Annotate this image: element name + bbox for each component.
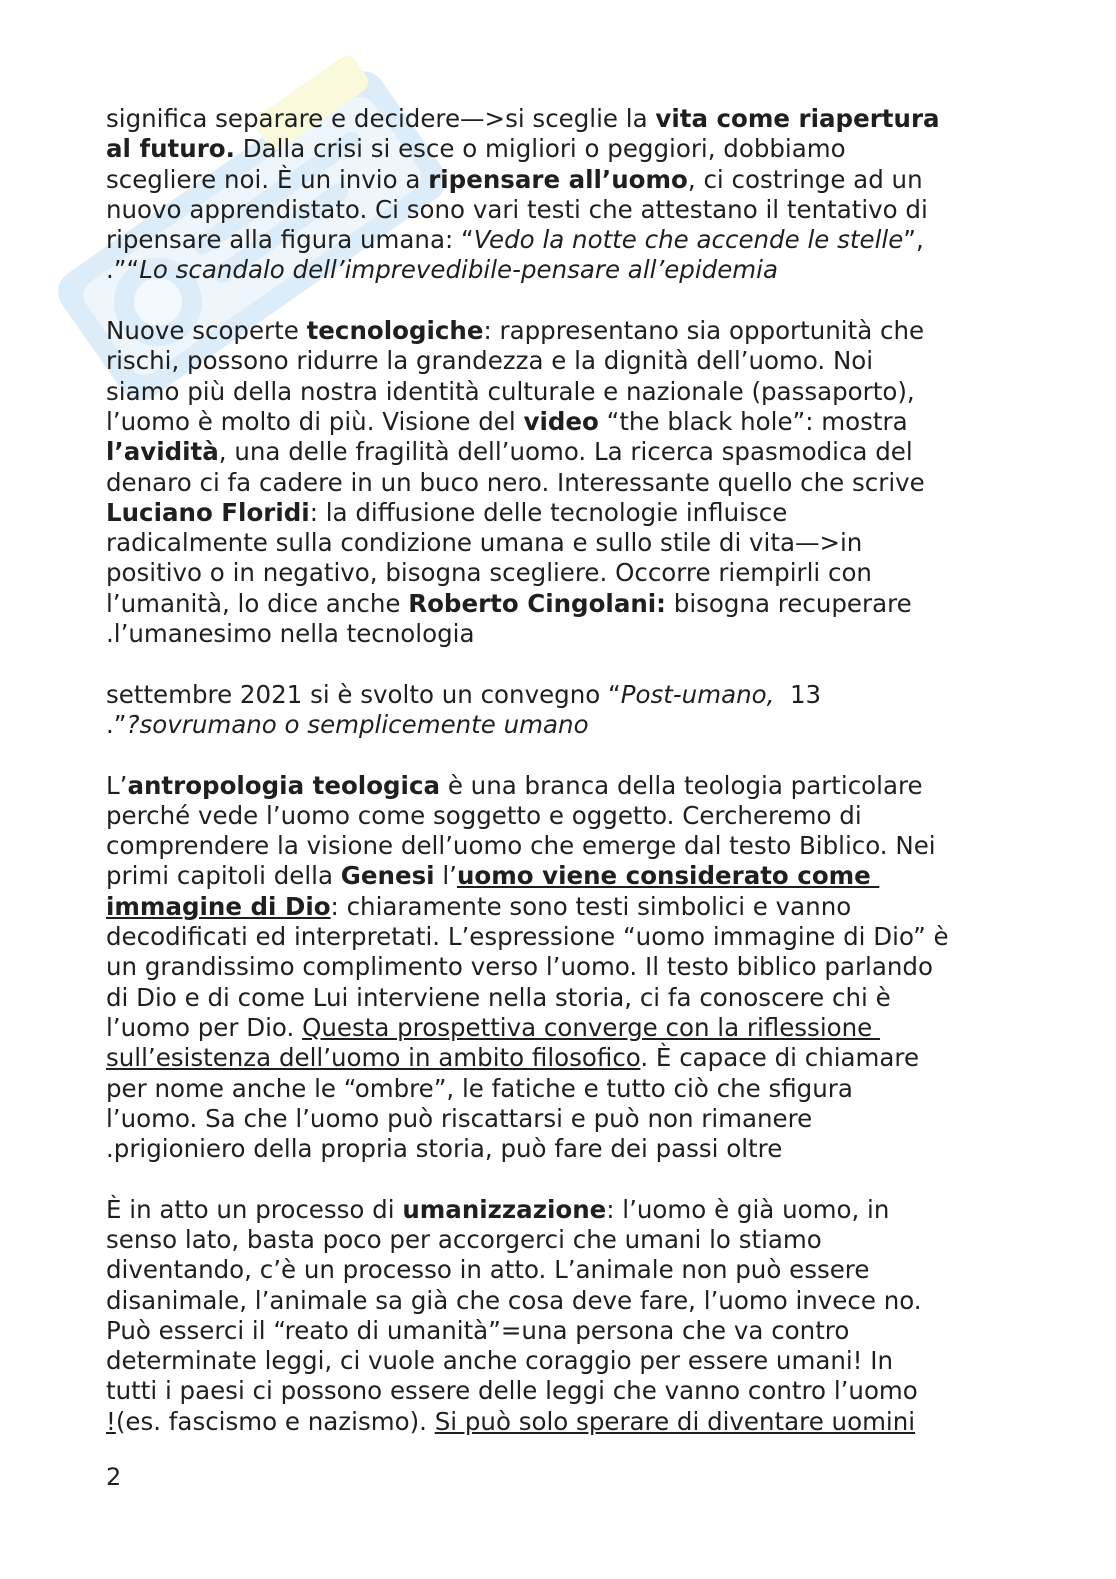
text-run: l’umanità, lo dice anche: [106, 588, 409, 618]
text-run: ”,: [903, 225, 924, 255]
document-body: [106, 104, 1026, 1437]
text-line: [106, 861, 1026, 891]
text-line: di Dio e di come Lui interviene nella storia, ci fa conoscere chi è: [106, 982, 891, 1012]
text-line: disanimale, l’animale sa già che cosa deve fare, l’uomo invece no.: [106, 1285, 922, 1315]
text-line: [106, 589, 1026, 619]
paragraph-conference: [106, 680, 1026, 741]
paragraph-humanization: [106, 1195, 1026, 1437]
text-line: [106, 437, 1026, 467]
text-line: [106, 892, 1026, 922]
bold-underlined-text: immagine di Dio: [106, 891, 331, 921]
text-run: : la diffusione delle tecnologie influisce: [309, 497, 788, 527]
bold-text: umanizzazione: [402, 1194, 607, 1224]
text-line: comprendere la visione dell’uomo che emerge dal testo Biblico. Nei: [106, 831, 936, 861]
bold-underlined-text: uomo viene considerato come: [456, 861, 880, 891]
text-run: primi capitoli della: [106, 861, 341, 891]
text-run: È in atto un processo di: [106, 1194, 403, 1224]
text-run: ripensare alla figura umana: “: [106, 225, 474, 255]
bold-text: Genesi: [340, 861, 435, 891]
italic-text: Post-umano,: [620, 679, 775, 709]
text-line: Può esserci il “reato di umanità”=una persona che va contro: [106, 1315, 850, 1345]
text-run: L’: [106, 770, 128, 800]
paragraph-technology: [106, 316, 1026, 649]
page-number: 2: [106, 1463, 122, 1491]
bold-text: antropologia teologica: [127, 770, 441, 800]
text-line: [106, 680, 1026, 710]
text-run: l’uomo è molto di più. Visione del: [106, 406, 524, 436]
text-line: denaro ci fa cadere in un buco nero. Interessante quello che scrive: [106, 467, 925, 497]
text-line: rischi, possono ridurre la grandezza e la dignità dell’uomo. Noi: [106, 346, 874, 376]
text-run: : rappresentano sia opportunità che: [483, 316, 925, 346]
text-line: per nome anche le “ombre”, le fatiche e tutto ciò che sfigura: [106, 1073, 853, 1103]
text-line: senso lato, basta poco per accorgerci che umani lo stiamo: [106, 1224, 822, 1254]
underlined-text: Questa prospettiva converge con la riflessione: [302, 1012, 881, 1042]
text-line: un grandissimo complimento verso l’uomo. Il testo biblico parlando: [106, 952, 933, 982]
text-line: [106, 1043, 1026, 1073]
text-line: [106, 407, 1026, 437]
text-line: .prigioniero della propria storia, può fare dei passi oltre: [106, 1134, 783, 1164]
text-line: siamo più della nostra identità culturale e nazionale (passaporto),: [106, 376, 915, 406]
text-run: Dalla crisi si esce o migliori o peggiori, dobbiamo: [234, 134, 846, 164]
text-run: è una branca della teologia particolare: [440, 770, 923, 800]
text-run: : l’uomo è già uomo, in: [606, 1194, 890, 1224]
text-run: “the black hole”: mostra: [598, 406, 908, 436]
text-run: .”: [106, 709, 127, 739]
text-run: Nuove scoperte: [106, 316, 307, 346]
bold-text: video: [523, 406, 599, 436]
text-line: decodificati ed interpretati. L’espressione “uomo immagine di Dio” è: [106, 922, 949, 952]
text-run: , una delle fragilità dell’uomo. La ricerca spasmodica del: [218, 437, 913, 467]
text-line: [106, 316, 1026, 346]
text-line: [106, 771, 1026, 801]
paragraph-anthropology: [106, 771, 1026, 1165]
text-run: (es. fascismo e nazismo).: [115, 1406, 435, 1436]
text-line: perché vede l’uomo come soggetto e oggetto. Cercheremo di: [106, 800, 862, 830]
text-line: [106, 134, 1026, 164]
text-line: l’uomo. Sa che l’uomo può riscattarsi e può non rimanere: [106, 1103, 813, 1133]
text-line: diventando, c’è un processo in atto. L’animale non può essere: [106, 1255, 870, 1285]
underlined-text: !: [106, 1406, 116, 1436]
paragraph-crisis: [106, 104, 1026, 286]
text-run: settembre 2021 si è svolto un convegno “: [106, 679, 621, 709]
text-run: .”“: [106, 255, 140, 285]
text-run: , ci costringe ad un: [687, 164, 923, 194]
text-line: [106, 710, 1026, 740]
text-run: . È capace di chiamare: [640, 1043, 920, 1073]
text-line: [106, 255, 1026, 285]
underlined-text: sull’esistenza dell’uomo in ambito filosofico: [106, 1043, 641, 1073]
text-line: determinate leggi, ci vuole anche coraggio per essere umani! In: [106, 1346, 894, 1376]
text-line: [106, 498, 1026, 528]
text-run: scegliere noi. È un invio a: [106, 164, 429, 194]
text-line: tutti i paesi ci possono essere delle leggi che vanno contro l’uomo: [106, 1376, 918, 1406]
italic-text: ?sovrumano o semplicemente umano: [126, 709, 589, 739]
text-run: 13: [774, 679, 822, 709]
underlined-text: Si può solo sperare di diventare uomini: [434, 1406, 916, 1436]
bold-text: al futuro.: [106, 134, 235, 164]
text-run: l’uomo per Dio.: [106, 1012, 303, 1042]
text-line: nuovo apprendistato. Ci sono vari testi che attestano il tentativo di: [106, 194, 928, 224]
text-line: [106, 1407, 1026, 1437]
text-line: [106, 1195, 1026, 1225]
text-line: [106, 165, 1026, 195]
bold-text: ripensare all’uomo: [428, 164, 688, 194]
text-line: [106, 1013, 1026, 1043]
text-run: l’: [434, 861, 457, 891]
italic-text: Lo scandalo dell’imprevedibile-pensare all’epidemia: [139, 255, 778, 285]
text-line: [106, 225, 1026, 255]
bold-text: vita come riapertura: [655, 104, 940, 133]
bold-text: tecnologiche: [306, 316, 484, 346]
text-line: .l’umanesimo nella tecnologia: [106, 619, 475, 649]
bold-text: l’avidità: [106, 437, 219, 467]
text-line: positivo o in negativo, bisogna scegliere. Occorre riempirli con: [106, 558, 872, 588]
text-line: radicalmente sulla condizione umana e sullo stile di vita—>in: [106, 528, 863, 558]
text-run: bisogna recuperare: [665, 588, 912, 618]
bold-text: Roberto Cingolani:: [408, 588, 666, 618]
text-line: [106, 104, 1026, 134]
text-run: significa separare e decidere—>si sceglie la: [106, 104, 656, 133]
bold-text: Luciano Floridi: [106, 497, 310, 527]
text-run: : chiaramente sono testi simbolici e vanno: [330, 891, 852, 921]
italic-text: Vedo la notte che accende le stelle: [473, 225, 904, 255]
